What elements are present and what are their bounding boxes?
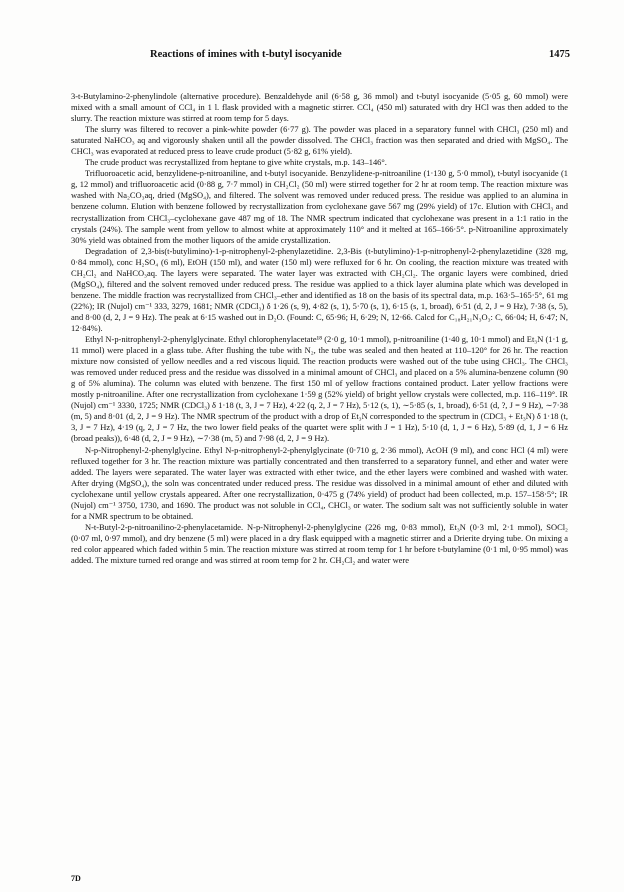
signature-mark: 7D: [71, 874, 81, 883]
paragraph-trifluoroacetic-acid: Trifluoroacetic acid, benzylidene-p-nitroaniline, and t-butyl isocyanide. Benzylidene-p-nitroaniline (1·130 g, 5·0 mmol), t-butyl isocyanide (1 g, 12 mmol) and trifluoroacetic acid (0·88 g, 7·7 mmol) in CH₂Cl₂ (50 ml) were stirred together for 2 hr at room temp. The reaction mixture was washed with Na₂CO₃aq, dried (MgSO₄), and filtered. The solvent was removed under reduced press. The residue was applied to an alumina in benzene column. Elution with benzene followed by recrystallization from cyclohexane gave 567 mg (29% yield) of 17c. Elution with CHCl₃ and recrystallization from CHCl₃–cyclohexane gave 487 mg of 18. The NMR spectrum indicated that cyclohexane was present in a 1:1 ratio in the crystals (24%). The sample went from yellow to almost white at approximately 110° and it melted at 165–166·5°. p-Nitroaniline approximately 30% yield was obtained from the mother liquors of the amide crystallization.: [71, 168, 568, 245]
paragraph-nitrophenyl-glycine: N-p-Nitrophenyl-2-phenylglycine. Ethyl N-p-nitrophenyl-2-phenylglycinate (0·710 g, 2·36 mmol), AcOH (9 ml), and conc HCl (4 ml) were refluxed together for 3 hr. The reaction mixture was partially concentrated and then transferred to a separatory funnel, and ether and water were added. The layers were separated. The water layer was extracted with ether twice, and the ether layers were combined and washed with water. After drying (MgSO₄), the soln was concentrated under reduced press. The residue was dissolved in a minimal amount of ether and diluted with cyclohexane until yellow crystals appeared. After one recrystallization, 0·475 g (74% yield) of product had been collected, m.p. 157–158·5°; IR (Nujol) cm⁻¹ 3750, 1730, and 1690. The product was not soluble in CCl₄, CHCl₃ or water. The sodium salt was not sufficiently soluble in water for a NMR spectrum to be obtained.: [71, 444, 568, 521]
paragraph-butyl-acetamide: N-t-Butyl-2-p-nitroanilino-2-phenylacetamide. N-p-Nitrophenyl-2-phenylglycine (226 mg, 0·83 mmol), Et₃N (0·3 ml, 2·1 mmol), SOCl₂ (0·07 ml, 0·97 mmol), and dry benzene (5 ml) were placed in a dry flask equipped with a magnetic stirrer and a Drierite drying tube. On mixing a red color appeared which faded within 5 min. The reaction mixture was stirred at room temp for 1 hr before t-butylamine (0·1 ml, 0·95 mmol) was added. The mixture turned red orange and was stirred at room temp for 2 hr. CH₂Cl₂ and water were: [71, 521, 568, 565]
body-text: [71, 91, 568, 566]
paragraph-degradation: Degradation of 2,3-bis(t-butylimino)-1-p-nitrophenyl-2-phenylazetidine. 2,3-Bis (t-butylimino)-1-p-nitrophenyl-2-phenylazetidine (328 mg, 0·84 mmol), conc H₂SO₄ (6 ml), EtOH (150 ml), and water (150 ml) were refluxed for 6 hr. On cooling, the reaction mixture was treated with CH₂Cl₂ and NaHCO₃aq. The layers were separated. The water layer was extracted with CH₂Cl₂. The organic layers were combined, dried (MgSO₄), filtered and the solvent removed under reduced press. The residue was applied to a thick layer alumina plate which was developed in benzene. The middle fraction was recrystallized from CHCl₃–ether and identified as 18 on the basis of its spectral data, m.p. 163·5–165·5°, 61 mg (22%); IR (Nujol) cm⁻¹ 333, 3279, 1681; NMR (CDCl₃) δ 1·26 (s, 9), 4·82 (s, 1), 5·70 (s, 1), 6·15 (s, 1, broad), 6·51 (d, 2, J = 9 Hz), 7·38 (s, 5), and 8·00 (d, 2, J = 9 Hz). The peak at 6·15 washed out in D₂O. (Found: C, 65·96; H, 6·29; N, 12·66. Calcd for C₁₈H₂₁N₃O₃: C, 66·04; H, 6·47; N, 12·84%).: [71, 245, 568, 333]
page-number: 1475: [549, 49, 570, 60]
running-title: Reactions of imines with t-butyl isocyanide: [150, 49, 342, 60]
running-header: [150, 49, 570, 63]
paragraph-slurry-filtration: The slurry was filtered to recover a pink-white powder (6·77 g). The powder was placed in a separatory funnel with CHCl₃ (250 ml) and saturated NaHCO₃ aq and vigorously shaken until all the powder dissolved. The CHCl₃ fraction was then separated and dried with MgSO₄. The CHCl₃ was evaporated at reduced press to leave crude product (5·82 g, 61% yield).: [71, 124, 568, 157]
paragraph-ethyl-glycinate: Ethyl N-p-nitrophenyl-2-phenylglycinate. Ethyl chlorophenylacetate¹⁸ (2·0 g, 10·1 mmol), p-nitroaniline (1·40 g, 10·1 mmol) and Et₃N (1·1 g, 11 mmol) were placed in a glass tube. After flushing the tube with N₂, the tube was sealed and then heated at 110–120° for 26 hr. The reaction mixture now consisted of yellow needles and a red viscous liquid. The reaction products were washed out of the tube using CHCl₃. The CHCl₃ was removed under reduced press and the residue was dissolved in a minimal amount of CHCl₃ and placed on a 5% alumina-benzene column (90 g of 5% alumina). The column was eluted with benzene. The first 150 ml of yellow fractions contained product. Later yellow fractions were mostly p-nitroaniline. After one recrystallization from cyclohexane 1·59 g (52% yield) of bright yellow crystals were collected, m.p. 116–119°. IR (Nujol) cm⁻¹ 3330, 1725; NMR (CDCl₃) δ 1·18 (t, 3, J = 7 Hz), 4·22 (q, 2, J = 7 Hz), 5·12 (s, 1), ∼5·85 (s, 1, broad), 6·51 (d, ?, J = 9 Hz), ∼7·38 (m, 5) and 8·01 (d, 2, J = 9 Hz). The NMR spectrum of the product with a drop of Et₃N corresponded to the spectrum in (CDCl₃ + Et₃N) δ 1·18 (t, 3, J = 7 Hz), 4·19 (q, 2, J = 7 Hz, the two lower field peaks of the quartet were split with J = 1 Hz), 5·10 (d, 1, J = 6 Hz), 5·89 (d, 1, J = 6 Hz (broad peaks)), 6·48 (d, 2, J = 9 Hz), ∼7·38 (m, 5) and 7·98 (d, 2, J = 9 Hz).: [71, 334, 568, 444]
paragraph-recrystallization: The crude product was recrystallized from heptane to give white crystals, m.p. 143–146°.: [85, 157, 387, 168]
paragraph-butylamino-phenylindole: 3-t-Butylamino-2-phenylindole (alternative procedure). Benzaldehyde anil (6·58 g, 36 mmol) and t-butyl isocyanide (5·05 g, 60 mmol) were mixed with a small amount of CCl₄ in 1 l. flask provided with a magnetic stirrer. CCl₄ (450 ml) saturated with dry HCl was then added to the slurry. The reaction mixture was stirred at room temp for 5 days.: [71, 91, 568, 124]
